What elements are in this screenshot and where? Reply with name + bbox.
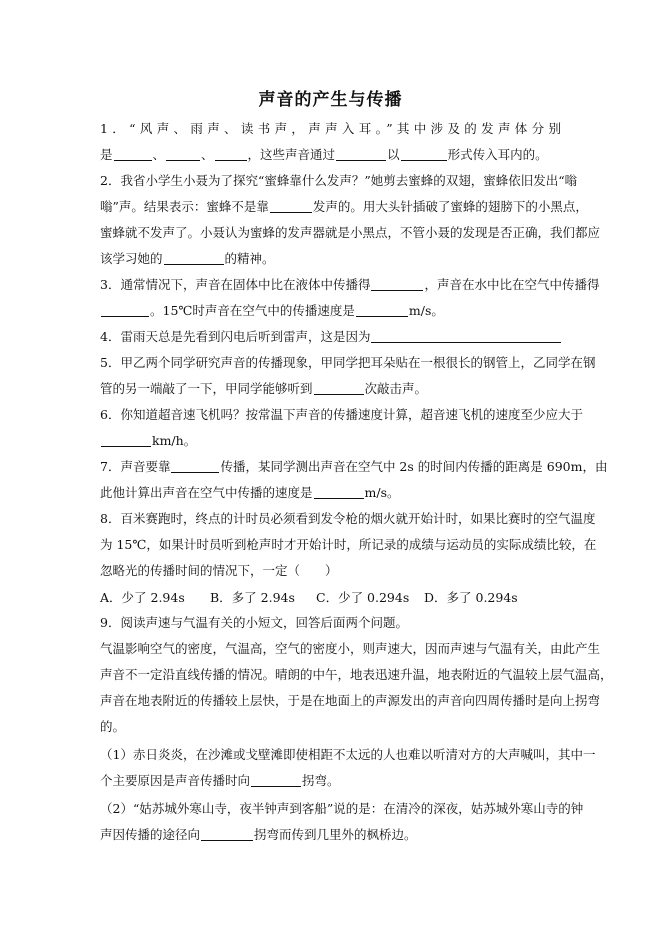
q9-sub1-blank[interactable]: [251, 774, 301, 787]
q5-blank-1[interactable]: [314, 382, 364, 395]
q9-sub1-line-1: （1）赤日炎炎，在沙滩或戈壁滩即使相距不太远的人也难以听清对方的大声喊叫，其中一: [100, 747, 596, 762]
q1-line-2: 是 、 、 ，这些声音通过 以 形式传入耳内的。: [100, 147, 548, 162]
q4-line-1: 4．雷雨天总是先看到闪电后听到雷声，这是因为: [100, 329, 562, 345]
q2-blank-2[interactable]: [164, 252, 224, 265]
q1-blank-4[interactable]: [336, 148, 386, 161]
q2-line-4: 该学习她的 的精神。: [100, 251, 275, 266]
q8-option-d[interactable]: D．多了 0.294s: [424, 590, 518, 605]
q3-blank-2[interactable]: [101, 304, 149, 317]
q9-sub2-line-1: （2）“姑苏城外寒山寺，夜半钟声到客船”说的是：在清冷的深夜，姑苏城外寒山寺的钟: [100, 801, 584, 816]
q3-line-1: 3．通常情况下，声音在固体中比在液体中传播得 ，声音在水中比在空气中传播得: [100, 277, 600, 292]
q8-option-b[interactable]: B．多了 2.94s: [210, 590, 295, 605]
q1-line-1: 1．“风声、雨声、读书声，声声入耳。”其中涉及的发声体分别: [100, 121, 561, 136]
q9-passage-line-1: 气温影响空气的密度，气温高，空气的密度小，则声速大，因而声速与气温有关，由此产生: [100, 641, 601, 656]
q7-blank-2[interactable]: [314, 486, 364, 499]
q3-blank-1[interactable]: [371, 278, 423, 291]
q1-blank-2[interactable]: [166, 148, 200, 161]
q9-sub2-blank[interactable]: [201, 828, 253, 841]
q6-blank-1[interactable]: [101, 434, 151, 447]
q8-option-a[interactable]: A．少了 2.94s: [100, 590, 185, 605]
q9-passage-line-2: 声音不一定沿直线传播的情况。晴朗的中午，地表迅速升温，地表附近的气温较上层气温高，: [100, 667, 613, 682]
page-title: 声音的产生与传播: [258, 90, 403, 110]
q7-line-1: 7．声音要靠 传播，某同学测出声音在空气中 2s 的时间内传播的距离是 690m，由: [100, 459, 608, 474]
q9-sub1-line-2: 个主要原因是声音传播时向 拐弯。: [100, 773, 340, 788]
q8-line-3: 忽略光的传播时间的情况下，一定（ ）: [100, 563, 338, 578]
q1-blank-1[interactable]: [114, 148, 152, 161]
q6-line-1: 6．你知道超音速飞机吗？按常温下声音的传播速度计算，超音速飞机的速度至少应大于: [100, 407, 583, 422]
q8-line-1: 8．百米赛跑时，终点的计时员必须看到发令枪的烟火就开始计时，如果比赛时的空气温度: [100, 511, 596, 526]
q9-passage-line-3: 声音在地表附近的传播较上层快，于是在地面上的声源发出的声音向四周传播时是向上拐弯: [100, 693, 601, 708]
q3-blank-3[interactable]: [356, 304, 408, 317]
q2-line-3: 蜜蜂就不发声了。小聂认为蜜蜂的发声器就是小黑点，不管小聂的发现是否正确，我们都应: [100, 225, 601, 240]
q9-sub2-line-2: 声因传播的途径向 拐弯而传到几里外的枫桥边。: [100, 827, 417, 842]
q4-blank-1[interactable]: [371, 330, 561, 343]
q7-blank-1[interactable]: [171, 460, 219, 473]
q3-line-2: 。15℃时声音在空气中的传播速度是 m/s。: [100, 303, 444, 319]
q5-line-1: 5．甲乙两个同学研究声音的传播现象，甲同学把耳朵贴在一根很长的钢管上，乙同学在钢: [100, 355, 596, 370]
q2-line-1: 2．我省小学生小聂为了探究“蜜蜂靠什么发声？”她剪去蜜蜂的双翅，蜜蜂依旧发出“嗡: [100, 173, 578, 188]
q9-line-1: 9．阅读声速与气温有关的小短文，回答后面两个问题。: [100, 615, 408, 630]
q8-line-2: 为 15℃，如果计时员听到枪声时才开始计时，所记录的成绩与运动员的实际成绩比较，在: [100, 537, 597, 552]
q9-passage-line-4: 的。: [100, 719, 126, 734]
q1-blank-3[interactable]: [215, 148, 247, 161]
q6-line-2: km/h。: [100, 433, 196, 449]
q5-line-2: 管的另一端敲了一下，甲同学能够听到 次敲击声。: [100, 381, 428, 396]
q1-blank-5[interactable]: [401, 148, 447, 161]
q8-option-c[interactable]: C．少了 0.294s: [316, 590, 410, 605]
q7-line-2: 此他计算出声音在空气中传播的速度是 m/s。: [100, 485, 400, 500]
q2-blank-1[interactable]: [270, 200, 312, 213]
q2-line-2: 嗡”声。结果表示：蜜蜂不是靠 发声的。用大头针插破了蜜蜂的翅膀下的小黑点，: [100, 199, 588, 214]
